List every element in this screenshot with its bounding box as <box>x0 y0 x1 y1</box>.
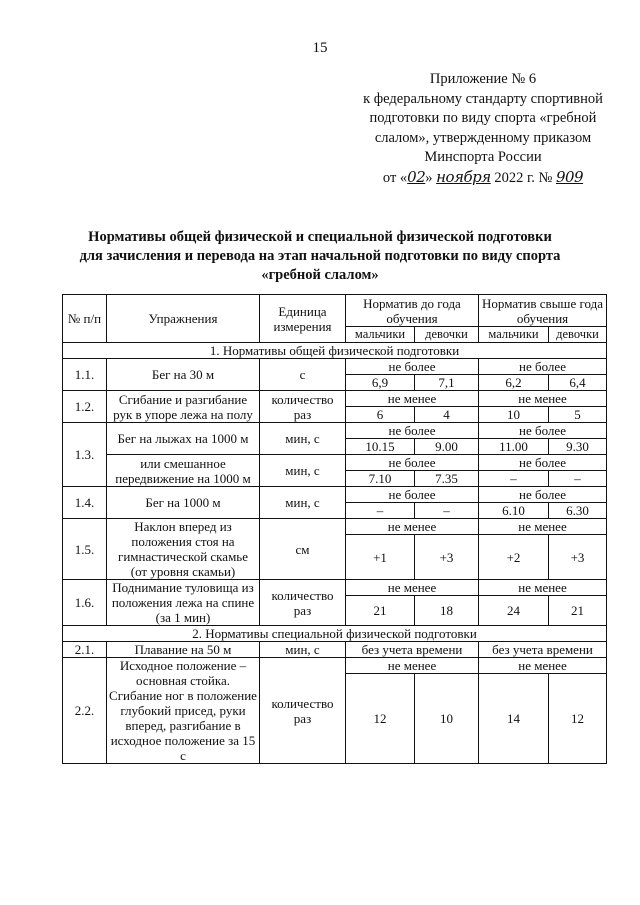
table-row <box>63 487 607 503</box>
value-cell: 11.00 <box>479 439 549 455</box>
header-row <box>63 295 607 327</box>
table-row <box>63 519 607 535</box>
table-row <box>63 391 607 407</box>
date-year: 2022 г. № <box>494 169 553 186</box>
date-day-handwritten: 02 <box>407 167 426 186</box>
title-line: для зачисления и перевода на этап начальной подготовки по виду спорта <box>79 248 561 264</box>
value-cell: 18 <box>415 596 479 626</box>
condition: не менее <box>346 658 479 674</box>
section-row <box>63 626 607 642</box>
value-cell: – <box>479 471 549 487</box>
row-unit: с <box>260 359 346 391</box>
table-row <box>63 359 607 375</box>
section-row <box>63 343 607 359</box>
appendix-line: слалом», утвержденному приказом <box>374 129 592 146</box>
header-group-1: Норматив до года обучения <box>346 295 479 327</box>
value-cell: – <box>549 471 607 487</box>
value-cell: – <box>415 503 479 519</box>
row-unit: мин, с <box>260 423 346 455</box>
row-exercise: Бег на 30 м <box>107 359 260 391</box>
row-exercise: Сгибание и разгибание рук в упоре лежа на полу <box>107 391 260 423</box>
row-exercise: Поднимание туловища из положения лежа на спине (за 1 мин) <box>107 580 260 626</box>
value-cell: 10.15 <box>346 439 415 455</box>
row-unit: см <box>260 519 346 580</box>
value-cell: 10 <box>415 674 479 764</box>
norms-table <box>62 294 607 764</box>
value-cell: 21 <box>346 596 415 626</box>
header-girls: девочки <box>549 327 607 343</box>
value-cell: 6,4 <box>549 375 607 391</box>
appendix-line: к федеральному стандарту спортивной <box>363 90 603 107</box>
table-row <box>63 580 607 596</box>
section-title-1: 1. Нормативы общей физической подготовки <box>63 343 607 359</box>
condition: не менее <box>346 519 479 535</box>
header-girls: девочки <box>415 327 479 343</box>
row-exercise: Исходное положение – основная стойка. Сгибание ног в положение глубокий присед, руки вперед, разгибание в исходное положение за 15 с <box>107 658 260 764</box>
condition: не менее <box>479 519 607 535</box>
appendix-line: Приложение № 6 <box>429 71 537 87</box>
header-num: № п/п <box>63 295 107 343</box>
condition: не менее <box>346 391 479 407</box>
table-row <box>63 658 607 674</box>
condition: не более <box>346 455 479 471</box>
value-cell: 4 <box>415 407 479 423</box>
row-exercise: или смешанное передвижение на 1000 м <box>107 455 260 487</box>
title-line: «гребной слалом» <box>261 267 379 283</box>
value-cell: 6.30 <box>549 503 607 519</box>
condition: не более <box>479 455 607 471</box>
row-num: 2.2. <box>63 658 107 764</box>
value-cell: 6 <box>346 407 415 423</box>
condition: не менее <box>346 580 479 596</box>
value-cell: 10 <box>479 407 549 423</box>
section-title-2: 2. Нормативы специальной физической подготовки <box>63 626 607 642</box>
value-cell: 9.30 <box>549 439 607 455</box>
value-cell: 7.10 <box>346 471 415 487</box>
value-cell: 7,1 <box>415 375 479 391</box>
condition: не более <box>479 359 607 375</box>
row-exercise: Наклон вперед из положения стоя на гимнастической скамье (от уровня скамьи) <box>107 519 260 580</box>
value-cell: 9.00 <box>415 439 479 455</box>
header-boys: мальчики <box>346 327 415 343</box>
row-num: 1.2. <box>63 391 107 423</box>
value-cell: +1 <box>346 535 415 580</box>
row-num: 1.3. <box>63 423 107 487</box>
row-num: 1.1. <box>63 359 107 391</box>
condition: не более <box>346 487 479 503</box>
value-cell: 6,2 <box>479 375 549 391</box>
condition: не более <box>346 359 479 375</box>
appendix-block <box>348 70 618 188</box>
condition: не более <box>479 487 607 503</box>
appendix-line: подготовки по виду спорта «гребной <box>369 110 597 126</box>
row-unit: мин, с <box>260 642 346 658</box>
condition: не менее <box>479 580 607 596</box>
value-cell: +3 <box>549 535 607 580</box>
date-prefix: от « <box>382 169 408 186</box>
condition: не более <box>346 423 479 439</box>
condition: не более <box>479 423 607 439</box>
table-row <box>63 642 607 658</box>
row-exercise: Плавание на 50 м <box>107 642 260 658</box>
value-cell: 12 <box>549 674 607 764</box>
date-month-handwritten: ноября <box>436 167 491 186</box>
document-title <box>70 228 570 285</box>
date-sep: » <box>425 169 433 186</box>
row-unit: мин, с <box>260 455 346 487</box>
header-exercise: Упражнения <box>107 295 260 343</box>
row-unit: мин, с <box>260 487 346 519</box>
row-num: 1.5. <box>63 519 107 580</box>
value-cell: 24 <box>479 596 549 626</box>
header-boys: мальчики <box>479 327 549 343</box>
row-num: 2.1. <box>63 642 107 658</box>
value-cell: 5 <box>549 407 607 423</box>
condition: не менее <box>479 391 607 407</box>
row-unit: количество раз <box>260 580 346 626</box>
header-group-2: Норматив свыше года обучения <box>479 295 607 327</box>
condition: без учета времени <box>346 642 479 658</box>
page-number: 15 <box>312 40 328 56</box>
header-unit: Единица измерения <box>260 295 346 343</box>
value-cell: 21 <box>549 596 607 626</box>
title-line: Нормативы общей физической и специальной физической подготовки <box>88 229 552 245</box>
value-cell: 12 <box>346 674 415 764</box>
row-num: 1.4. <box>63 487 107 519</box>
order-number-handwritten: 909 <box>555 167 584 186</box>
row-exercise: Бег на лыжах на 1000 м <box>107 423 260 455</box>
condition: без учета времени <box>479 642 607 658</box>
row-exercise: Бег на 1000 м <box>107 487 260 519</box>
value-cell: 14 <box>479 674 549 764</box>
table-row <box>63 455 607 471</box>
row-unit: количество раз <box>260 658 346 764</box>
appendix-date-line <box>348 168 618 189</box>
row-unit: количество раз <box>260 391 346 423</box>
table-row <box>63 423 607 439</box>
value-cell: – <box>346 503 415 519</box>
row-num: 1.6. <box>63 580 107 626</box>
appendix-line: Минспорта России <box>424 149 542 165</box>
value-cell: 6.10 <box>479 503 549 519</box>
condition: не менее <box>479 658 607 674</box>
value-cell: 6,9 <box>346 375 415 391</box>
value-cell: 7.35 <box>415 471 479 487</box>
value-cell: +2 <box>479 535 549 580</box>
value-cell: +3 <box>415 535 479 580</box>
